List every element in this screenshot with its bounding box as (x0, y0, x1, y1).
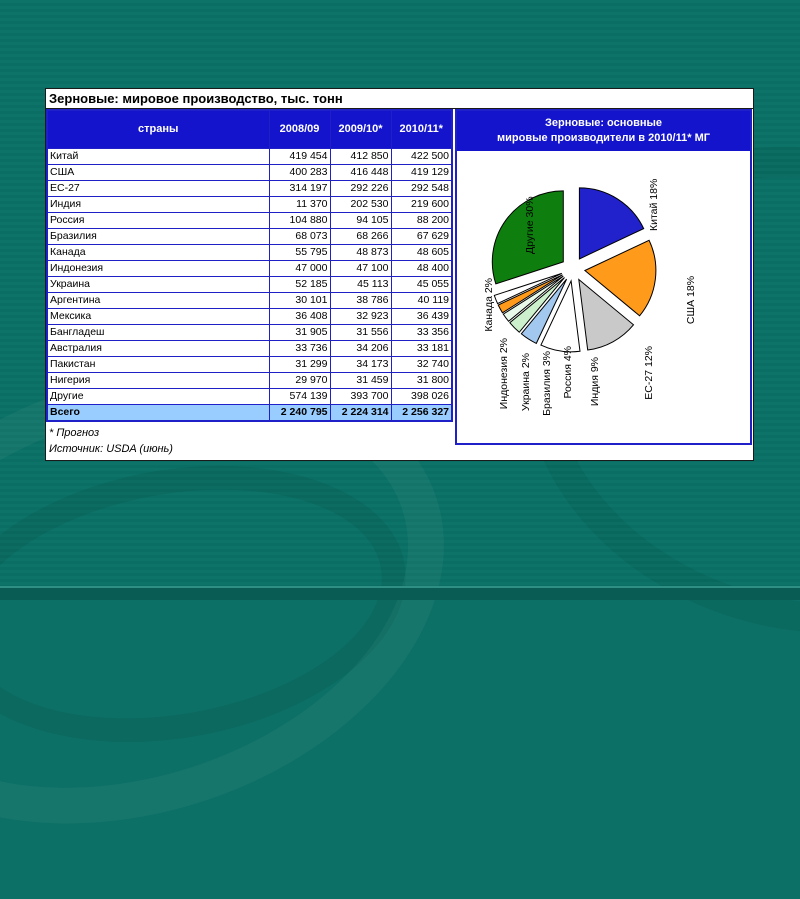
country-cell: Канада (47, 244, 269, 260)
value-cell: 67 629 (391, 228, 452, 244)
pie-slice-label: Канада 2% (483, 278, 495, 332)
value-cell: 31 556 (330, 324, 391, 340)
country-cell: Австралия (47, 340, 269, 356)
country-cell: Украина (47, 276, 269, 292)
value-cell: 40 119 (391, 292, 452, 308)
pie-slice-label: Украина 2% (520, 353, 532, 412)
footnote-forecast: * Прогноз (49, 426, 100, 439)
pie-slice-label: США 18% (685, 275, 697, 325)
table-total-row (47, 404, 452, 421)
pie-slice-label: ЕС-27 12% (643, 346, 655, 400)
value-cell: 11 370 (269, 196, 330, 212)
value-cell: 34 206 (330, 340, 391, 356)
country-cell: Китай (47, 148, 269, 164)
value-cell: 52 185 (269, 276, 330, 292)
value-cell: 398 026 (391, 388, 452, 404)
value-cell: 31 905 (269, 324, 330, 340)
column-header-2010-11: 2010/11* (391, 110, 452, 148)
pie-slice-label: Другие 30% (524, 196, 536, 254)
value-cell: 314 197 (269, 180, 330, 196)
country-cell: Бразилия (47, 228, 269, 244)
content-panel (45, 88, 754, 461)
country-cell: Пакистан (47, 356, 269, 372)
value-cell: 55 795 (269, 244, 330, 260)
country-cell: Индонезия (47, 260, 269, 276)
column-header-countries: страны (47, 110, 269, 148)
slide-bottom-bar (0, 586, 800, 600)
country-cell: США (47, 164, 269, 180)
value-cell: 48 400 (391, 260, 452, 276)
value-cell: 419 129 (391, 164, 452, 180)
pie-slice-label: Китай 18% (648, 178, 660, 231)
footnotes (46, 422, 452, 460)
table-row (47, 228, 452, 244)
country-cell: Аргентина (47, 292, 269, 308)
pie-chart (455, 109, 752, 445)
value-cell: 29 970 (269, 372, 330, 388)
footnote-source: Источник: USDA (июнь) (49, 442, 173, 455)
country-cell: Индия (47, 196, 269, 212)
table-body (47, 148, 452, 421)
value-cell: 33 181 (391, 340, 452, 356)
value-cell: 38 786 (330, 292, 391, 308)
country-cell: Бангладеш (47, 324, 269, 340)
value-cell: 422 500 (391, 148, 452, 164)
value-cell: 31 459 (330, 372, 391, 388)
value-cell: 292 226 (330, 180, 391, 196)
value-cell: 574 139 (269, 388, 330, 404)
value-cell: 219 600 (391, 196, 452, 212)
value-cell: 68 266 (330, 228, 391, 244)
table-row (47, 260, 452, 276)
value-cell: 2 224 314 (330, 404, 391, 421)
table-row (47, 372, 452, 388)
table-row (47, 308, 452, 324)
chart-title-line2: мировые производители в 2010/11* МГ (497, 132, 710, 144)
value-cell: 30 101 (269, 292, 330, 308)
value-cell: 202 530 (330, 196, 391, 212)
value-cell: 45 055 (391, 276, 452, 292)
value-cell: 32 740 (391, 356, 452, 372)
value-cell: 2 256 327 (391, 404, 452, 421)
value-cell: 31 299 (269, 356, 330, 372)
value-cell: 94 105 (330, 212, 391, 228)
pie-slice-label: Индонезия 2% (498, 338, 510, 410)
table-row (47, 324, 452, 340)
value-cell: 400 283 (269, 164, 330, 180)
pie-plot (457, 151, 750, 443)
country-cell: Нигерия (47, 372, 269, 388)
country-cell: ЕС-27 (47, 180, 269, 196)
value-cell: 292 548 (391, 180, 452, 196)
pie-slice-label: Бразилия 3% (541, 351, 553, 416)
pie-slice-label: Россия 4% (562, 346, 574, 399)
table-row (47, 356, 452, 372)
production-table (46, 109, 453, 422)
value-cell: 36 439 (391, 308, 452, 324)
value-cell: 419 454 (269, 148, 330, 164)
panel-body (46, 109, 753, 460)
value-cell: 47 000 (269, 260, 330, 276)
table-row (47, 148, 452, 164)
table-row (47, 196, 452, 212)
value-cell: 104 880 (269, 212, 330, 228)
table-row (47, 180, 452, 196)
value-cell: 31 800 (391, 372, 452, 388)
column-header-2009-10: 2009/10* (330, 110, 391, 148)
value-cell: 45 113 (330, 276, 391, 292)
table-column (46, 109, 452, 460)
pie-slice-label: Индия 9% (589, 357, 601, 407)
table-row (47, 292, 452, 308)
value-cell: 33 356 (391, 324, 452, 340)
value-cell: 2 240 795 (269, 404, 330, 421)
table-row (47, 244, 452, 260)
table-header-row (47, 110, 452, 148)
country-cell: Мексика (47, 308, 269, 324)
country-cell: Россия (47, 212, 269, 228)
value-cell: 33 736 (269, 340, 330, 356)
value-cell: 88 200 (391, 212, 452, 228)
table-row (47, 388, 452, 404)
value-cell: 48 605 (391, 244, 452, 260)
value-cell: 36 408 (269, 308, 330, 324)
table-row (47, 276, 452, 292)
value-cell: 393 700 (330, 388, 391, 404)
panel-title: Зерновые: мировое производство, тыс. тонн (46, 89, 753, 109)
table-row (47, 212, 452, 228)
value-cell: 68 073 (269, 228, 330, 244)
country-cell: Другие (47, 388, 269, 404)
country-cell: Всего (47, 404, 269, 421)
value-cell: 412 850 (330, 148, 391, 164)
value-cell: 48 873 (330, 244, 391, 260)
value-cell: 32 923 (330, 308, 391, 324)
column-header-2008-09: 2008/09 (269, 110, 330, 148)
value-cell: 47 100 (330, 260, 391, 276)
value-cell: 416 448 (330, 164, 391, 180)
table-row (47, 340, 452, 356)
table-row (47, 164, 452, 180)
chart-title (457, 111, 750, 151)
background-swirl (0, 431, 428, 776)
chart-title-line1: Зерновые: основные (544, 117, 663, 129)
value-cell: 34 173 (330, 356, 391, 372)
